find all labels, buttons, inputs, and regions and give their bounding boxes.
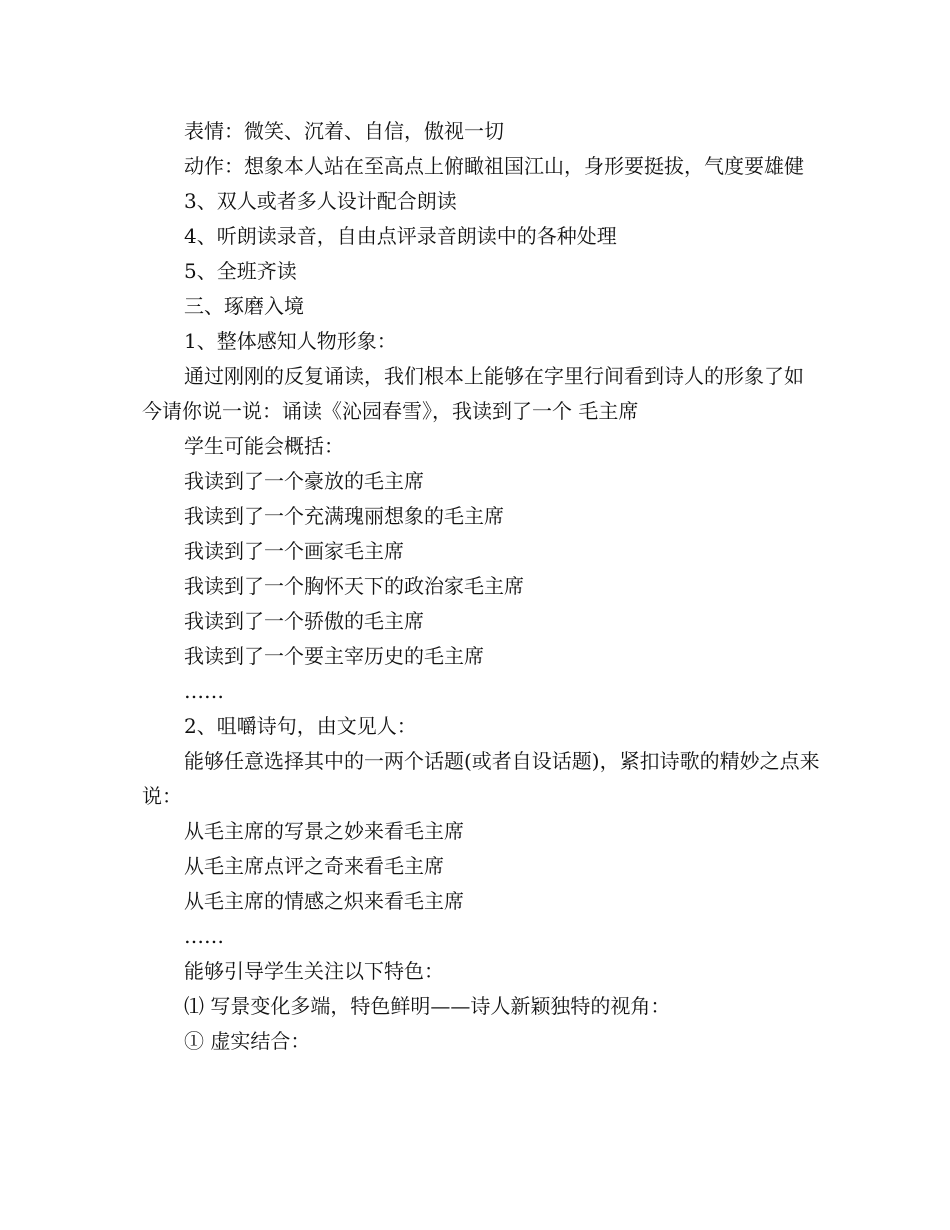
subheading-2: 2、咀嚼诗句，由文见人： bbox=[184, 714, 417, 738]
ellipsis: …… bbox=[184, 924, 224, 948]
list-item: 我读到了一个豪放的毛主席 bbox=[184, 469, 424, 493]
list-item: 我读到了一个画家毛主席 bbox=[184, 539, 404, 563]
paragraph-action: 动作：想象本人站在至高点上俯瞰祖国江山，身形要挺拔，气度要雄健 bbox=[184, 154, 804, 178]
paragraph-expression: 表情：微笑、沉着、自信，傲视一切 bbox=[184, 119, 504, 143]
list-item: 我读到了一个要主宰历史的毛主席 bbox=[184, 644, 484, 668]
section-heading-3: 三、琢磨入境 bbox=[184, 294, 304, 318]
paragraph-guide: 能够引导学生关注以下特色： bbox=[184, 959, 444, 983]
list-item: 我读到了一个充满瑰丽想象的毛主席 bbox=[184, 504, 504, 528]
paragraph-feature-1-1: ① 虚实结合： bbox=[184, 1029, 311, 1053]
ellipsis: …… bbox=[184, 679, 224, 703]
paragraph-step-3: 3、双人或者多人设计配合朗读 bbox=[184, 189, 457, 213]
list-item: 从毛主席的情感之炽来看毛主席 bbox=[184, 889, 464, 913]
paragraph-step-5: 5、全班齐读 bbox=[184, 259, 297, 283]
list-item: 从毛主席点评之奇来看毛主席 bbox=[184, 854, 444, 878]
list-item: 我读到了一个胸怀天下的政治家毛主席 bbox=[184, 574, 524, 598]
paragraph-student-summary: 学生可能会概括： bbox=[184, 434, 344, 458]
subheading-1: 1、整体感知人物形象： bbox=[184, 329, 397, 353]
list-item: 从毛主席的写景之妙来看毛主席 bbox=[184, 819, 464, 843]
list-item: 我读到了一个骄傲的毛主席 bbox=[184, 609, 424, 633]
paragraph-step-4: 4、听朗读录音，自由点评录音朗读中的各种处理 bbox=[184, 224, 617, 248]
paragraph-intro-reading: 通过刚刚的反复诵读，我们根本上能够在字里行间看到诗人的形象了如今请你说一说：诵读《沁园春雪》，我读到了一个 毛主席 bbox=[142, 364, 804, 423]
paragraph-feature-1: ⑴ 写景变化多端，特色鲜明——诗人新颖独特的视角： bbox=[184, 994, 671, 1018]
document-body bbox=[142, 114, 822, 1059]
paragraph-topic-choice: 能够任意选择其中的一两个话题(或者自设话题)，紧扣诗歌的精妙之点来说： bbox=[142, 749, 820, 808]
